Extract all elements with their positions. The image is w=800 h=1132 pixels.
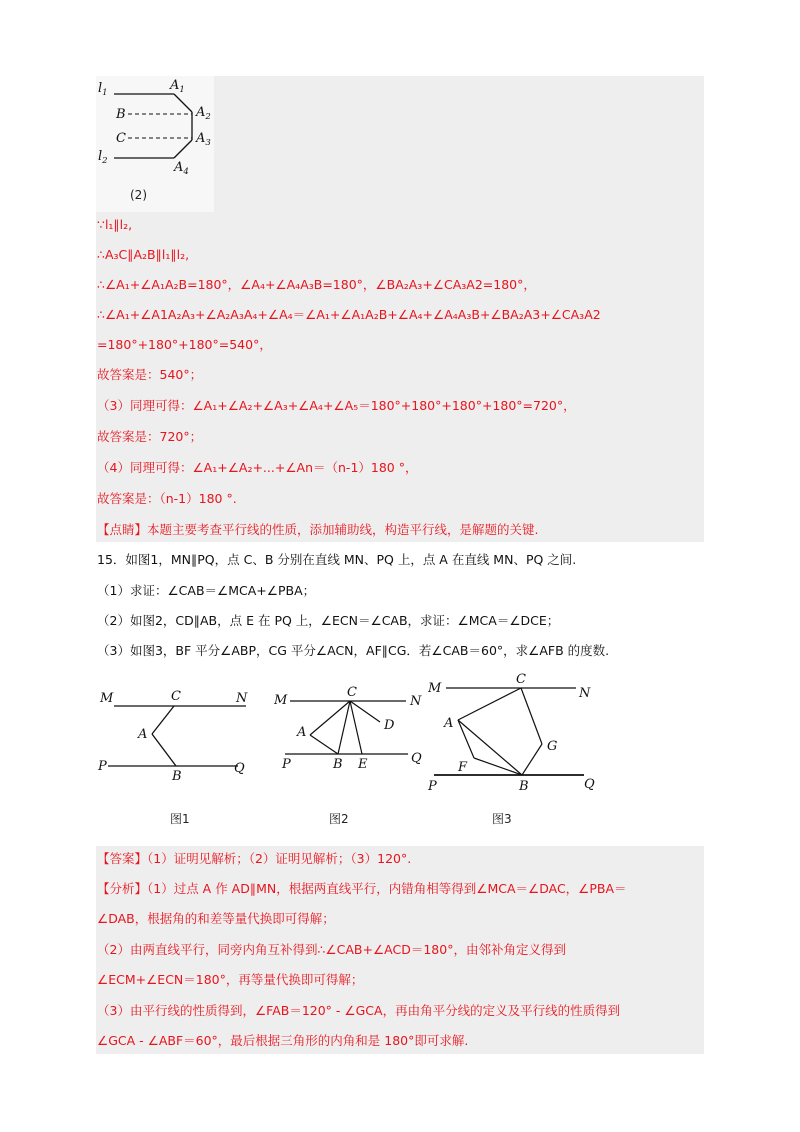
figure-1 xyxy=(96,682,261,792)
figure-3 xyxy=(424,672,604,796)
answer-line-3: ∴∠A₁+∠A₁A₂B=180°，∠A₄+∠A₄A₃B=180°，∠BA₂A₃+∠CA₃A2=180°， xyxy=(97,277,536,292)
svg-text:N: N xyxy=(579,686,591,701)
svg-text:B: B xyxy=(172,769,182,784)
svg-text:A: A xyxy=(297,725,307,740)
svg-text:A2: $A_2$ xyxy=(196,105,211,122)
answer-line-10: 故答案是：（n-1）180 °. xyxy=(97,491,237,506)
figure-1-caption: 图1 xyxy=(170,812,190,826)
svg-text:B: B xyxy=(333,757,343,772)
answer-line-7: （3）同理可得：∠A₁+∠A₂+∠A₃+∠A₄+∠A₅＝180°+180°+180°+180°=720°， xyxy=(97,398,576,413)
svg-text:M: M xyxy=(428,681,442,696)
svg-text:B: B xyxy=(519,779,529,794)
svg-text:Q: Q xyxy=(411,751,422,766)
svg-text:P: P xyxy=(98,759,107,774)
svg-text:C: C xyxy=(347,685,357,700)
solution-analysis-6: ∠GCA - ∠ABF＝60°，最后根据三角形的内角和是 180°即可求解. xyxy=(97,1033,469,1048)
svg-text:Q: Q xyxy=(584,777,595,792)
svg-text:Q: Q xyxy=(234,761,245,776)
svg-text:C: C xyxy=(516,672,526,687)
svg-text:l1: $l_1$ xyxy=(98,81,108,98)
solution-analysis-3: （2）由两直线平行，同旁内角互补得到∴∠CAB+∠ACD＝180°，由邻补角定义得到 xyxy=(97,942,566,957)
problem-stem: 15．如图1，MN∥PQ，点 C、B 分别在直线 MN、PQ 上，点 A 在直线 MN、PQ 之间. xyxy=(97,552,577,567)
svg-text:l2: $l_2$ xyxy=(98,149,108,166)
svg-text:D: D xyxy=(384,718,395,733)
svg-text:P: P xyxy=(282,757,291,772)
svg-text:B: B xyxy=(116,107,126,122)
svg-text:P: P xyxy=(428,779,437,794)
answer-line-5: =180°+180°+180°=540°， xyxy=(97,337,272,352)
svg-text:A4: $A_4$ xyxy=(174,160,189,177)
key-point-note: 【点睛】本题主要考查平行线的性质，添加辅助线，构造平行线，是解题的关键. xyxy=(97,522,539,537)
solution-analysis-5: （3）由平行线的性质得到，∠FAB＝120° - ∠GCA，再由角平分线的定义及平行线的性质得到 xyxy=(97,1003,621,1018)
problem-part-2: （2）如图2，CD∥AB，点 E 在 PQ 上，∠ECN＝∠CAB，求证：∠MCA＝∠DCE； xyxy=(97,613,560,628)
svg-text:M: M xyxy=(100,691,114,706)
svg-text:M: M xyxy=(274,693,288,708)
svg-text:A: A xyxy=(444,716,454,731)
answer-line-9: （4）同理可得：∠A₁+∠A₂+...+∠An＝（n-1）180 °， xyxy=(97,460,418,475)
svg-text:C: C xyxy=(116,131,126,146)
answer-line-1: ∵l₁∥l₂, xyxy=(97,217,133,232)
svg-text:N: N xyxy=(236,691,248,706)
top-figure-caption: (2) xyxy=(130,188,147,202)
svg-text:A3: $A_3$ xyxy=(196,131,211,148)
solution-analysis-2: ∠DAB，根据角的和差等量代换即可得解； xyxy=(97,911,335,926)
answer-line-6: 故答案是：540°； xyxy=(97,367,203,382)
svg-text:A1: $A_1$ xyxy=(170,78,185,95)
problem-part-1: （1）求证：∠CAB＝∠MCA+∠PBA； xyxy=(97,583,316,598)
answer-line-4: ∴∠A₁+∠A1A₂A₃+∠A₂A₃A₄+∠A₄＝∠A₁+∠A₁A₂B+∠A₄+∠A₄A₃B+∠BA₂A3+∠CA₃A2 xyxy=(97,307,601,322)
figure-3-caption: 图3 xyxy=(492,812,512,826)
figure-2-caption: 图2 xyxy=(329,812,349,826)
solution-answer: 【答案】（1）证明见解析；（2）证明见解析；（3）120°. xyxy=(97,851,412,866)
svg-text:C: C xyxy=(171,689,181,704)
svg-text:N: N xyxy=(410,694,422,709)
figure-2 xyxy=(270,682,430,782)
figure-2-top xyxy=(96,76,216,212)
solution-analysis-4: ∠ECM+∠ECN＝180°，再等量代换即可得解； xyxy=(97,972,364,987)
svg-text:A: A xyxy=(138,727,148,742)
svg-text:G: G xyxy=(547,739,558,754)
svg-text:F: F xyxy=(458,760,468,775)
answer-line-2: ∴A₃C∥A₂B∥l₁∥l₂, xyxy=(97,247,190,262)
answer-line-8: 故答案是：720°； xyxy=(97,429,203,444)
svg-text:E: E xyxy=(358,757,368,772)
problem-part-3: （3）如图3，BF 平分∠ABP，CG 平分∠ACN，AF∥CG．若∠CAB＝60°，求∠AFB 的度数. xyxy=(97,643,610,658)
solution-analysis-1: 【分析】（1）过点 A 作 AD∥MN，根据两直线平行，内错角相等得到∠MCA＝∠DAC，∠PBA＝ xyxy=(97,881,627,896)
